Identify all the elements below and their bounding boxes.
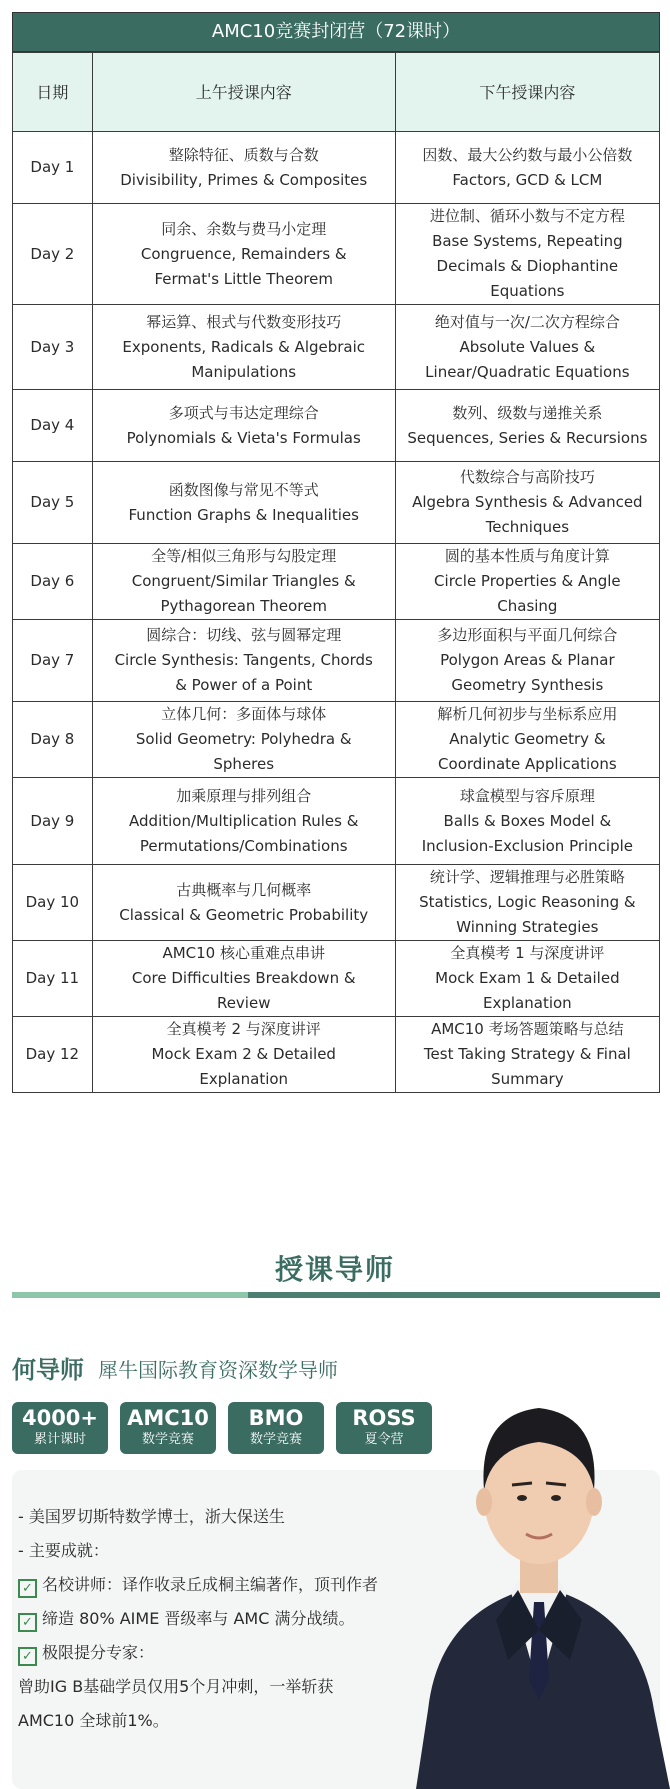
badge-amc10 <box>120 1402 216 1454</box>
badge-sub: 数学竞赛 <box>141 1432 194 1447</box>
morning-cell <box>92 132 395 204</box>
day-cell: Day 6 <box>13 544 93 620</box>
cell-line: Permutations/Combinations <box>139 836 348 855</box>
cell-line: Linear/Quadratic Equations <box>425 362 630 381</box>
section-divider-accent <box>12 1292 248 1298</box>
schedule-table <box>12 12 660 1093</box>
check-box-icon: ✓ <box>18 1613 37 1632</box>
cell-line: Congruent/Similar Triangles & <box>131 572 356 590</box>
afternoon-cell <box>395 132 659 204</box>
morning-cell <box>92 305 395 390</box>
badge-main: ROSS <box>352 1406 416 1430</box>
cell-line: Algebra Synthesis & Advanced <box>412 493 643 511</box>
check-box-icon: ✓ <box>18 1647 37 1666</box>
cell-line: Divisibility, Primes & Composites <box>120 170 368 189</box>
cell-line: AMC10 考场答题策略与总结 <box>431 1020 624 1038</box>
cell-line: Factors, GCD & LCM <box>452 170 603 189</box>
cell-line: 全真模考 1 与深度讲评 <box>450 944 605 962</box>
cell-line: Solid Geometry: Polyhedra & <box>135 730 352 748</box>
cell-line: Function Graphs & Inequalities <box>128 505 359 524</box>
bio-line <box>18 1670 438 1704</box>
cell-line: 代数综合与高阶技巧 <box>459 468 595 486</box>
cell-line: Review <box>216 994 271 1012</box>
schedule-row <box>13 778 660 865</box>
schedule-row <box>13 390 660 462</box>
bio-line <box>18 1534 438 1568</box>
cell-line: Explanation <box>199 1070 289 1088</box>
morning-cell <box>92 778 395 865</box>
day-cell: Day 10 <box>13 865 93 941</box>
cell-line: 多边形面积与平面几何综合 <box>437 626 618 644</box>
morning-cell <box>92 865 395 941</box>
cell-line: 全等/相似三角形与勾股定理 <box>151 547 337 565</box>
morning-cell <box>92 620 395 702</box>
day-cell: Day 2 <box>13 204 93 305</box>
schedule-row <box>13 865 660 941</box>
morning-cell <box>92 1017 395 1093</box>
bio-text: AMC10 全球前1%。 <box>18 1711 169 1730</box>
cell-line: Circle Synthesis: Tangents, Chords <box>114 651 373 669</box>
cell-line: Core Difficulties Breakdown & <box>131 969 356 987</box>
cell-line: Geometry Synthesis <box>451 676 604 694</box>
cell-line: Analytic Geometry & <box>449 730 606 748</box>
afternoon-cell <box>395 702 659 778</box>
header-date: 日期 <box>13 53 93 132</box>
bio-line <box>18 1500 438 1534</box>
teacher-bio <box>18 1500 438 1738</box>
day-cell: Day 1 <box>13 132 93 204</box>
day-cell: Day 9 <box>13 778 93 865</box>
bio-line <box>18 1636 438 1670</box>
cell-line: Summary <box>491 1070 564 1088</box>
badge-main: AMC10 <box>127 1406 209 1430</box>
bio-line <box>18 1704 438 1738</box>
cell-line: Techniques <box>485 518 570 536</box>
cell-line: 球盒模型与容斥原理 <box>459 786 595 805</box>
cell-line: Sequences, Series & Recursions <box>407 428 648 447</box>
schedule-row <box>13 132 660 204</box>
morning-cell <box>92 941 395 1017</box>
afternoon-cell <box>395 390 659 462</box>
cell-line: Circle Properties & Angle <box>434 572 621 590</box>
cell-line: 进位制、循环小数与不定方程 <box>429 207 625 225</box>
badge-main: 4000+ <box>21 1406 99 1430</box>
cell-line: Decimals & Diophantine <box>436 257 619 275</box>
afternoon-cell <box>395 1017 659 1093</box>
cell-line: Statistics, Logic Reasoning & <box>419 893 636 911</box>
cell-line: 数列、级数与递推关系 <box>452 403 603 422</box>
cell-line: Absolute Values & <box>459 337 596 356</box>
cell-line: Fermat's Little Theorem <box>154 269 333 288</box>
bio-line <box>18 1568 438 1602</box>
afternoon-cell <box>395 544 659 620</box>
day-cell: Day 3 <box>13 305 93 390</box>
schedule-row <box>13 620 660 702</box>
badge-sub: 夏令营 <box>364 1432 404 1447</box>
schedule-row <box>13 204 660 305</box>
schedule-row <box>13 462 660 544</box>
cell-line: Chasing <box>497 597 558 615</box>
cell-line: 同余、余数与费马小定理 <box>161 219 327 238</box>
day-cell: Day 8 <box>13 702 93 778</box>
cell-line: 多项式与韦达定理综合 <box>168 403 319 422</box>
schedule-row <box>13 544 660 620</box>
teacher-portrait <box>408 1330 670 1789</box>
day-cell: Day 4 <box>13 390 93 462</box>
cell-line: 全真模考 2 与深度讲评 <box>166 1020 321 1038</box>
cell-line: 立体几何：多面体与球体 <box>161 705 327 723</box>
cell-line: Manipulations <box>191 362 297 381</box>
badge-sub: 累计课时 <box>33 1432 86 1447</box>
bio-text: 名校讲师：译作收录丘成桐主编著作，顶刊作者 <box>42 1575 379 1594</box>
teacher-title: 犀牛国际教育资深数学导师 <box>98 1358 338 1382</box>
header-row <box>13 53 660 132</box>
cell-line: Polygon Areas & Planar <box>440 651 615 669</box>
cell-line: AMC10 核心重难点串讲 <box>162 944 325 962</box>
badge-row <box>12 1402 444 1454</box>
cell-line: Balls & Boxes Model & <box>443 811 612 830</box>
cell-line: & Power of a Point <box>175 676 313 694</box>
header-morning: 上午授课内容 <box>92 53 395 132</box>
cell-line: Addition/Multiplication Rules & <box>129 811 359 830</box>
bio-text: 极限提分专家： <box>42 1643 155 1662</box>
cell-line: Equations <box>490 282 565 300</box>
cell-line: Spheres <box>213 755 275 773</box>
morning-cell <box>92 702 395 778</box>
schedule-grid <box>12 52 660 1093</box>
header-afternoon: 下午授课内容 <box>395 53 659 132</box>
badge-hours <box>12 1402 108 1454</box>
morning-cell <box>92 204 395 305</box>
cell-line: Classical & Geometric Probability <box>119 905 369 924</box>
cell-line: Explanation <box>483 994 572 1012</box>
bio-text: - 主要成就： <box>18 1541 109 1560</box>
cell-line: Inclusion-Exclusion Principle <box>421 836 634 855</box>
cell-line: Mock Exam 1 & Detailed <box>435 969 620 987</box>
afternoon-cell <box>395 462 659 544</box>
afternoon-cell <box>395 865 659 941</box>
cell-line: 函数图像与常见不等式 <box>168 480 319 499</box>
cell-line: 解析几何初步与坐标系应用 <box>437 705 618 723</box>
day-cell: Day 11 <box>13 941 93 1017</box>
cell-line: Pythagorean Theorem <box>160 597 327 615</box>
afternoon-cell <box>395 941 659 1017</box>
cell-line: 圆的基本性质与角度计算 <box>444 547 610 565</box>
bio-text: 缔造 80% AIME 晋级率与 AMC 满分战绩。 <box>42 1609 355 1628</box>
schedule-row <box>13 702 660 778</box>
day-cell: Day 5 <box>13 462 93 544</box>
badge-bmo <box>228 1402 324 1454</box>
cell-line: 加乘原理与排列组合 <box>176 786 312 805</box>
check-box-icon: ✓ <box>18 1579 37 1598</box>
cell-line: 统计学、逻辑推理与必胜策略 <box>429 868 625 886</box>
cell-line: 整除特征、质数与合数 <box>168 145 319 164</box>
cell-line: 因数、最大公约数与最小公倍数 <box>422 145 633 164</box>
badge-sub: 数学竞赛 <box>249 1432 302 1447</box>
cell-line: 古典概率与几何概率 <box>176 880 312 899</box>
cell-line: 幂运算、根式与代数变形技巧 <box>146 312 342 331</box>
cell-line: Test Taking Strategy & Final <box>423 1045 631 1063</box>
cell-line: Exponents, Radicals & Algebraic <box>122 337 366 356</box>
cell-line: Coordinate Applications <box>438 755 617 773</box>
morning-cell <box>92 390 395 462</box>
cell-line: Winning Strategies <box>456 918 599 936</box>
cell-line: Mock Exam 2 & Detailed <box>151 1045 336 1063</box>
day-cell: Day 7 <box>13 620 93 702</box>
morning-cell <box>92 544 395 620</box>
afternoon-cell <box>395 204 659 305</box>
afternoon-cell <box>395 778 659 865</box>
morning-cell <box>92 462 395 544</box>
schedule-row <box>13 941 660 1017</box>
badge-main: BMO <box>248 1406 304 1430</box>
bio-line <box>18 1602 438 1636</box>
teacher-name: 何导师 <box>12 1356 84 1384</box>
schedule-title: AMC10竞赛封闭营（72课时） <box>12 12 660 52</box>
afternoon-cell <box>395 620 659 702</box>
schedule-row <box>13 1017 660 1093</box>
cell-line: Base Systems, Repeating <box>432 232 623 250</box>
bio-text: 曾助IG B基础学员仅用5个月冲刺，一举斩获 <box>18 1677 334 1696</box>
cell-line: Congruence, Remainders & <box>140 244 347 263</box>
cell-line: Polynomials & Vieta's Formulas <box>126 428 361 447</box>
afternoon-cell <box>395 305 659 390</box>
day-cell: Day 12 <box>13 1017 93 1093</box>
cell-line: 绝对值与一次/二次方程综合 <box>434 312 620 331</box>
schedule-row <box>13 305 660 390</box>
cell-line: 圆综合：切线、弦与圆幂定理 <box>146 626 342 644</box>
bio-text: - 美国罗切斯特数学博士，浙大保送生 <box>18 1507 285 1526</box>
instructor-section-title: 授课导师 <box>274 1253 395 1286</box>
